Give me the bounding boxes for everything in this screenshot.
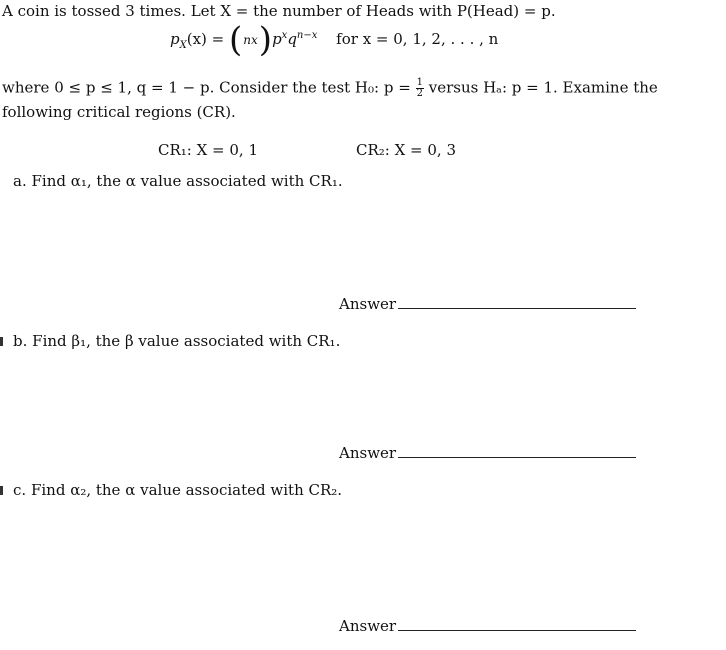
- where-line-1: [2, 78, 658, 99]
- pmf-p-exp: x: [281, 30, 288, 41]
- answer-line-b[interactable]: [398, 457, 636, 458]
- binom-bottom: x: [251, 33, 258, 47]
- part-b-marker: [0, 337, 3, 346]
- binom-top: n: [243, 33, 252, 47]
- binom-close-paren: ): [258, 20, 273, 60]
- where-line-2: following critical regions (CR).: [2, 103, 236, 121]
- question-part-c: [13, 481, 342, 499]
- part-c-label: c.: [13, 481, 27, 499]
- part-a-label: a.: [13, 172, 27, 190]
- binom-open-paren: (: [229, 20, 243, 60]
- part-b-text: Find β₁, the β value associated with CR₁.: [32, 332, 341, 350]
- question-part-b: [13, 332, 340, 350]
- answer-label-b: Answer: [339, 444, 397, 462]
- binomial-coefficient: [243, 33, 258, 47]
- where-text: where 0 ≤ p ≤ 1, q = 1 − p. Consider the test H₀: p =: [2, 78, 411, 97]
- answer-line-c[interactable]: [398, 630, 636, 631]
- pmf-q-exp: n−x: [296, 30, 318, 41]
- where-text-2: versus Hₐ: p = 1. Examine the: [428, 78, 658, 97]
- part-c-marker: [0, 486, 3, 495]
- pmf-formula: [170, 20, 499, 60]
- half-denominator: 2: [416, 88, 423, 99]
- part-a-text: Find α₁, the α value associated with CR₁.: [31, 172, 343, 190]
- pmf-q: q: [287, 30, 297, 48]
- answer-line-a[interactable]: [398, 308, 636, 309]
- pmf-arg: (x) =: [186, 30, 225, 48]
- pmf-domain: for x = 0, 1, 2, . . . , n: [336, 30, 499, 48]
- intro-text: A coin is tossed 3 times. Let X = the number of Heads with P(Head) = p.: [2, 2, 556, 20]
- critical-region-1: CR₁: X = 0, 1: [158, 141, 259, 159]
- pmf-lhs: p: [170, 30, 180, 48]
- pmf-p: p: [272, 30, 282, 48]
- half-numerator: 1: [416, 77, 423, 88]
- answer-label-c: Answer: [339, 617, 397, 635]
- half-fraction: [416, 78, 424, 99]
- answer-label-a: Answer: [339, 295, 397, 313]
- pmf-lhs-sub: X: [179, 40, 187, 51]
- part-c-text: Find α₂, the α value associated with CR₂.: [30, 481, 343, 499]
- question-part-a: [13, 172, 343, 190]
- part-b-label: b.: [13, 332, 28, 350]
- critical-region-2: CR₂: X = 0, 3: [356, 141, 457, 159]
